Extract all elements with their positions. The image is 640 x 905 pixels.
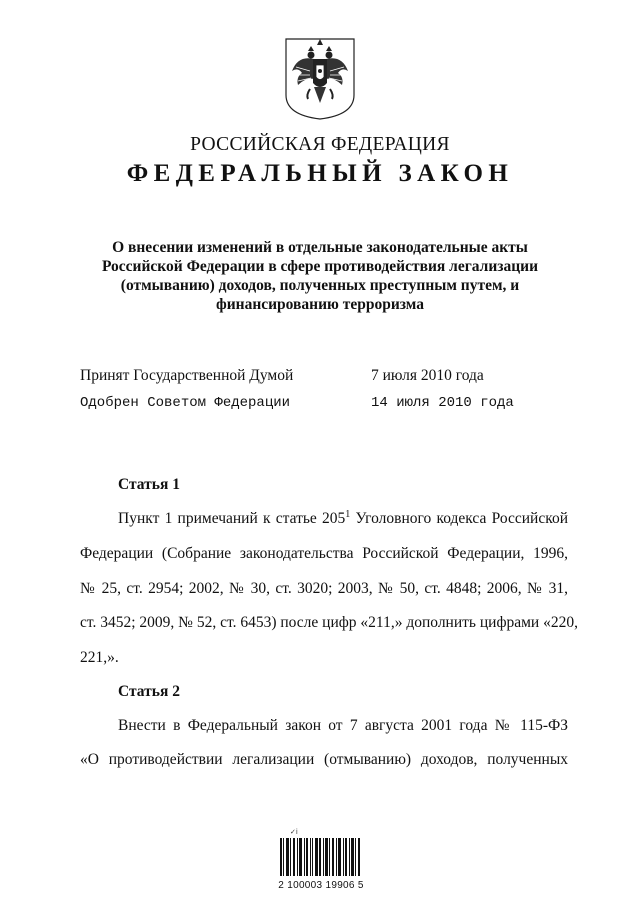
council-approval-label: Одобрен Советом Федерации (80, 395, 291, 411)
law-title-line: финансированию терроризма (215, 296, 424, 313)
article-2-heading: Статья 2 (118, 683, 180, 700)
barcode-icon (262, 826, 380, 880)
article-1-line: № 25, ст. 2954; 2002, № 30, ст. 3020; 2003, № 50, ст. 4848; 2006, № 31, (80, 580, 568, 597)
country-name: РОССИЙСКАЯ ФЕДЕРАЦИЯ (190, 134, 450, 155)
article-1-line: Пункт 1 примечаний к статье $205^1$ Уголовного кодекса Российской (118, 508, 568, 527)
council-approval-date: 14 июля 2010 года (371, 395, 514, 411)
article-1-line: 221,». (80, 649, 119, 666)
law-title (80, 238, 560, 314)
barcode-number: 2 100003 19906 5 (278, 880, 364, 891)
double-headed-eagle-emblem-icon (284, 37, 356, 121)
law-title-line: Российской Федерации в сфере противодействия легализации (101, 258, 539, 275)
law-type-heading: ФЕДЕРАЛЬНЫЙ ЗАКОН (126, 160, 514, 187)
duma-adoption-label: Принят Государственной Думой (80, 367, 294, 384)
article-1-line: ст. 3452; 2009, № 52, ст. 6453) после цифр «211,» дополнить цифрами «220, (80, 614, 578, 631)
article-1-heading: Статья 1 (118, 476, 180, 493)
article-1-line: Федерации (Собрание законодательства Российской Федерации, 1996, (80, 545, 568, 562)
duma-adoption-date: 7 июля 2010 года (371, 367, 484, 384)
law-title-line: О внесении изменений в отдельные законодательные акты (112, 239, 528, 256)
article-2-line: «О противодействии легализации (отмыванию) доходов, полученных (80, 751, 568, 768)
svg-text:✓ⅰ: ✓ⅰ (290, 828, 298, 836)
article-2-line: Внести в Федеральный закон от 7 августа 2001 года № 115-ФЗ (118, 717, 568, 734)
barcode (262, 826, 380, 896)
superscript-number: 1 (345, 508, 351, 520)
law-title-line: (отмыванию) доходов, полученных преступным путем, и (120, 277, 520, 294)
